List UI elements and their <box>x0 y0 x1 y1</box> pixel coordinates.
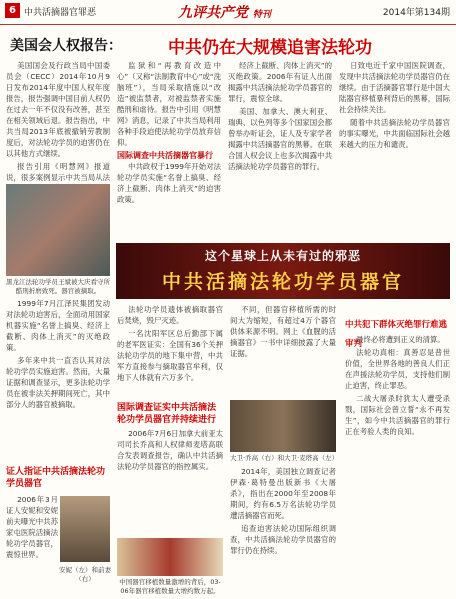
mid-col-3-text: 最终必将遭到正义的清算。 <box>356 335 445 344</box>
top-col-3-text: 经济上截断、肉体上消灭”的灭绝政策。2006年有证人出面揭露中共活摘法轮功学员器官的罪行，震惊全球。 <box>228 61 332 103</box>
headline-main: 中共仍在大规模追害法轮功 <box>168 38 372 58</box>
top-col-1 <box>6 60 110 182</box>
mid-col-1-text: 法轮功学员遗体被摘取器官后焚烧，毁尸灭迹。 <box>117 305 223 325</box>
brand-name: 九评共产党 <box>178 5 248 21</box>
left-col-subhead: 证人指证中共活摘法轮功学员器官 <box>6 467 106 489</box>
left-col-text-2: 多年来中共一直否认其对法轮功学员实施迫害。然而，大量证据和调查显示，更多法轮功学员在被非法关押期间死亡，其中部分人的器官被摘取。 <box>6 356 110 409</box>
feature-banner <box>116 243 450 299</box>
mid-col-1-text-c: 2006年7月6日加拿大前亚太司司长乔高和人权律师麦塔高联合发表调查报告，确认中共活摘法轮功学员器官的指控属实。 <box>117 429 223 471</box>
top-col-4-text-b: 随着中共活摘法轮功学员器官的事实曝光，中共面临国际社会越来越大的压力和谴责。 <box>339 118 450 149</box>
top-col-4 <box>339 60 450 240</box>
brand-title <box>178 2 271 22</box>
mid-col-2-text: 不同，但器官移植所需的时间大为缩短，有超过4万个器官供体来源不明。网上《血腥的活摘器官》一书中详细披露了大量证据。 <box>230 305 336 358</box>
victim-photo-caption: 黑龙江法轮功学员王斌被大庆看守所酷刑折磨致死。器官被摘取。 <box>6 278 110 295</box>
transplant-chart-image <box>117 538 223 576</box>
page-header <box>0 0 456 25</box>
mid-col-2-text-c: 追查迫害法轮功国际组织调查，中共活摘法轮功学员器官的罪行仍在持续。 <box>230 524 336 555</box>
brand-suffix: 特刊 <box>252 10 271 20</box>
mid-col-2-text-b: 2014年，美国独立调查记者伊森·葛特曼出版新书《大屠杀》，指出在2000年至2008年期间，约有6.5万名法轮功学员遭活摘器官而死。 <box>230 467 336 520</box>
top-col-2-text: 监狱和“再教育改造中心”（又称“法制教育中心”或“洗脑班”），当局采取措施以“改造”被监禁者，对被监禁者实施酷刑和虐待。报告中引用《明慧网》消息，记录了中共当局利用各种手段迫使法轮功学员放弃信仰。 <box>117 61 222 147</box>
transplant-chart-caption: 中国器官移植数量激增的背后，03-06年器官移植数量大增约数万起。 <box>119 578 221 595</box>
mid-col-3-text-b: 法轮功真相：真善忍是普世价值，全世界各地的善良人们正在声援法轮功学员，支持他们制止迫害，终止罪恶。 <box>345 348 450 390</box>
main-headline <box>6 30 450 56</box>
headline-kicker: 美国会人权报告： <box>10 38 122 54</box>
mid-col-2-bottom <box>230 466 336 594</box>
top-col-3 <box>228 60 332 240</box>
top-col-2-subhead: 国际调查中共活摘器官暴行 <box>117 151 213 160</box>
banner-line-1: 这个星球上从未有过的邪恶 <box>204 249 361 263</box>
mid-col-3-text-c: 二战大屠杀时犹太人遭受杀戮，国际社会曾立誓“永不再发生”，如今中共活摘器官的罪行正在考验人类的良知。 <box>345 394 450 436</box>
top-col-1-text-b: 报告引用《明慧网》报道说，很多案例显示中共当局从法 <box>6 162 110 182</box>
left-col-text-3: 2006年3月证人安妮和安妮前夫曝光中共苏家屯医院活摘法轮功学员器官，震惊世界。 <box>6 495 58 559</box>
side-subhead-text: 中共犯下群体灭绝罪行难逃审判 <box>345 320 448 349</box>
banner-line-2: 中共活摘法轮功学员器官 <box>161 271 404 293</box>
left-col-bottom <box>6 494 58 594</box>
investigators-photo-caption: 大卫·乔高（右）和大卫·麦塔高（左） <box>230 454 339 462</box>
victim-photo <box>6 184 110 276</box>
mid-col-1-subhead: 国际调查证实中共活摘法轮功学员器官并持续进行 <box>117 403 217 425</box>
investigators-photo <box>230 400 336 452</box>
top-col-4-text: 日致电近千家中国医院调查，发现中共活摘法轮功学员器官仍在继续。由于活摘器官罪行是中国大陆器官移植暴利背后的黑幕，国际社会持续关注。 <box>339 61 450 114</box>
mid-col-3 <box>345 334 450 594</box>
witness-photo-caption: 安妮（左）和前妻（右） <box>59 566 111 583</box>
page-number: 6 <box>5 3 20 18</box>
mid-col-1-bottom <box>117 428 223 536</box>
section-title: 中共活摘器官罪恶 <box>24 8 97 18</box>
mid-col-1 <box>117 304 223 400</box>
mid-col-2 <box>230 304 336 400</box>
top-col-1-text: 美国国会及行政当局中国委员会（CECC）2014年10月9日发布2014年度中国人权年度报告，报告强调中国目前人权仍在过去一年不仅没有改善，甚至在相关领域后退。报告指出，中共当局2013年底被撤销劳教制度后，对法轮功学员的迫害仍在以其他方式继续。 <box>6 61 110 158</box>
issue-label: 2014年第134期 <box>382 8 450 18</box>
left-col <box>6 298 110 462</box>
top-col-2 <box>117 60 221 240</box>
top-col-3-text-b: 美国、加拿大、澳大利亚、瑞典、以色列等多个国家国会都曾举办听证会，证人及专家学者揭露中共活摘器官的黑幕。在联合国人权会议上也多次揭露中共活摘法轮功学员器官的罪行。 <box>228 107 332 171</box>
witness-photo <box>60 496 110 562</box>
left-col-text-1: 1999年7月江泽民集团发动对法轮功迫害后，全面动用国家机器实施“名誉上搞臭、经济上截断、肉体上消灭”的灭绝政策。 <box>6 299 110 352</box>
top-col-2-text-b: 中共政权于1999年开始对法轮功学员实施“名誉上搞臭、经济上截断、肉体上消灭”的迫害政策。 <box>117 162 221 204</box>
mid-col-1-text-b: 一名沈阳军区总后勤部下属的老军医证实：全国有36个关押法轮功学员的地下集中营，中共军方直接参与摘取器官牟利，仅地下人体就有六万多个。 <box>117 329 223 382</box>
